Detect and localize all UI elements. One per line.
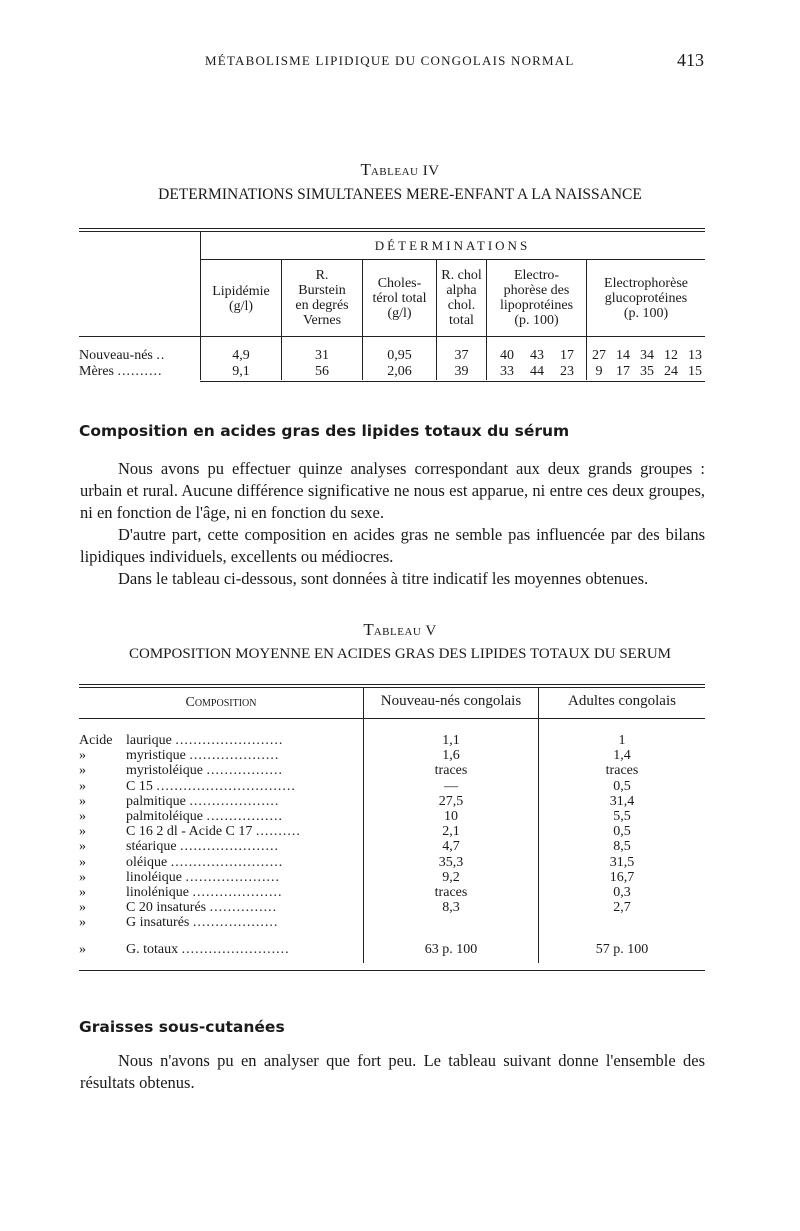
leader-dots: ............... <box>209 900 278 915</box>
cell-gluco: 15 <box>688 364 702 379</box>
table4-col-r-chol <box>437 268 486 328</box>
section-title: Composition en acides gras des lipides totaux du sérum <box>79 422 570 440</box>
cell-nouveau-nes: 63 p. 100 <box>424 942 478 957</box>
table4-group-header: DÉTERMINATIONS <box>374 238 531 253</box>
cell-nouveau-nes: 1,1 <box>442 733 460 748</box>
header-line: Choles- <box>377 276 422 291</box>
table4-top-rule-2 <box>79 231 705 232</box>
row-label <box>79 348 165 363</box>
running-title: MÉTABOLISME LIPIDIQUE DU CONGOLAIS NORMAL <box>205 53 575 68</box>
row-label <box>79 364 163 379</box>
cell-adultes: 0,5 <box>613 824 631 839</box>
header-line: glucoprotéines <box>604 291 688 306</box>
table5-label: Tableau V <box>363 620 437 639</box>
row-label <box>126 824 301 839</box>
header-line: Electrophorèse <box>604 276 688 291</box>
cell-gluco: 34 <box>640 348 654 363</box>
cell-adultes: 31,5 <box>609 855 635 870</box>
row-prefix: Acide <box>79 733 113 748</box>
cell-lipo: 33 <box>500 364 514 379</box>
row-prefix: » <box>79 870 86 885</box>
cell-nouveau-nes: 8,3 <box>442 900 460 915</box>
cell-nouveau-nes: 4,7 <box>442 839 460 854</box>
header-line: chol. <box>447 298 476 313</box>
leader-dots: .................... <box>189 794 280 809</box>
header-line: lipoprotéines <box>499 298 574 313</box>
cell-nouveau-nes: 10 <box>444 809 458 824</box>
row-label <box>126 733 283 748</box>
row-label-text: myristoléique <box>126 763 203 778</box>
row-label-text: G insaturés <box>126 915 190 930</box>
cell-adultes: 1 <box>618 733 626 748</box>
header-line: alpha <box>446 283 477 298</box>
header-line: total <box>449 313 474 328</box>
paragraph-text: D'autre part, cette composition en acides gras ne semble pas influencée par des bilans lipidiques individuels, excellents ou médiocres. <box>80 525 705 566</box>
table5-header-nouveau-nes: Nouveau-nés congolais <box>380 693 522 709</box>
row-label <box>126 809 283 824</box>
leader-dots: ......................... <box>170 855 284 870</box>
cell-nouveau-nes: — <box>444 779 458 794</box>
table5-header-adultes: Adultes congolais <box>568 693 676 709</box>
cell-lipidemie: 4,9 <box>232 348 250 363</box>
cell-adultes: 2,7 <box>613 900 631 915</box>
cell-lipo: 23 <box>560 364 574 379</box>
row-prefix: » <box>79 915 86 930</box>
cell-gluco: 9 <box>595 364 603 379</box>
header-line: (g/l) <box>228 299 254 314</box>
row-label-text: C 15 <box>126 779 153 794</box>
running-header <box>0 52 800 72</box>
table4-header-rule <box>79 336 705 337</box>
leader-dots: .......... <box>117 364 163 379</box>
row-prefix: » <box>79 885 86 900</box>
leader-dots: ................. <box>206 809 283 824</box>
row-label <box>126 748 279 763</box>
row-label <box>126 915 278 930</box>
cell-r-chol: 39 <box>454 364 469 379</box>
header-line: Electro- <box>513 268 560 283</box>
row-prefix: » <box>79 779 86 794</box>
cell-cholesterol: 2,06 <box>387 364 412 379</box>
row-label-text: G. totaux <box>126 942 179 957</box>
table4-group-rule <box>200 259 705 260</box>
leader-dots: .......... <box>255 824 301 839</box>
cell-adultes: 31,4 <box>609 794 635 809</box>
cell-lipo: 40 <box>500 348 514 363</box>
cell-nouveau-nes: 27,5 <box>438 794 464 809</box>
table5-header-composition: Composition <box>185 695 257 710</box>
row-prefix: » <box>79 855 86 870</box>
header-line: Burstein <box>298 283 346 298</box>
table4-col-glucoproteines <box>587 276 705 321</box>
row-label <box>126 763 283 778</box>
row-label <box>126 900 277 915</box>
paragraph-text: Nous avons pu effectuer quinze analyses correspondant aux deux grands groupes : urbain et rural. Aucune différence significative ne nous est apparue, ni entre ces deux groupes, ni en fonction de l'âge, ni en fonction du sexe. <box>80 459 705 522</box>
header-line: (p. 100) <box>514 313 559 328</box>
leader-dots: ................... <box>192 915 279 930</box>
row-label <box>126 870 280 885</box>
paragraph <box>80 1050 705 1094</box>
leader-dots: ................. <box>206 763 283 778</box>
table4-col-lipidemie <box>201 284 281 314</box>
paragraph <box>80 524 705 568</box>
row-prefix: » <box>79 809 86 824</box>
row-prefix: » <box>79 900 86 915</box>
cell-burstein: 31 <box>315 348 329 363</box>
row-label-text: palmitique <box>126 794 186 809</box>
header-line: en degrés <box>295 298 349 313</box>
row-label <box>126 794 279 809</box>
header-line: phorèse des <box>503 283 570 298</box>
cell-nouveau-nes: traces <box>434 763 468 778</box>
row-label-text: stéarique <box>126 839 177 854</box>
table4-col-lipoproteines <box>487 268 586 328</box>
table5-top-rule <box>79 684 705 685</box>
row-label <box>126 839 279 854</box>
leader-dots: ........................ <box>181 942 290 957</box>
cell-gluco: 24 <box>664 364 678 379</box>
leader-dots: ..................... <box>185 870 280 885</box>
header-line: R. <box>315 268 329 283</box>
row-label <box>126 942 290 957</box>
paragraph <box>80 458 705 524</box>
cell-lipo: 17 <box>560 348 574 363</box>
row-prefix: » <box>79 824 86 839</box>
cell-adultes: 57 p. 100 <box>595 942 649 957</box>
cell-burstein: 56 <box>315 364 329 379</box>
cell-cholesterol: 0,95 <box>387 348 412 363</box>
leader-dots: .................... <box>189 748 280 763</box>
row-label-text: Mères <box>79 364 114 379</box>
leader-dots: .. <box>156 348 166 363</box>
table5-header-rule <box>79 718 705 719</box>
table5-top-rule-2 <box>79 687 705 688</box>
header-line: Lipidémie <box>212 284 270 299</box>
cell-adultes: 0,5 <box>613 779 631 794</box>
cell-gluco: 13 <box>688 348 702 363</box>
cell-nouveau-nes: 1,6 <box>442 748 460 763</box>
table4-label: Tableau IV <box>360 160 440 179</box>
row-prefix: » <box>79 794 86 809</box>
cell-gluco: 14 <box>616 348 630 363</box>
row-label <box>126 779 296 794</box>
row-label-text: linoléique <box>126 870 182 885</box>
row-prefix: » <box>79 942 86 957</box>
cell-nouveau-nes: 9,2 <box>442 870 460 885</box>
cell-nouveau-nes: 2,1 <box>442 824 460 839</box>
leader-dots: ........................ <box>175 733 284 748</box>
row-label-text: linolénique <box>126 885 189 900</box>
table4-top-rule <box>79 228 705 229</box>
cell-adultes: 1,4 <box>613 748 631 763</box>
cell-lipo: 44 <box>530 364 544 379</box>
row-label-text: C 16 2 dl - Acide C 17 <box>126 824 253 839</box>
row-label-text: palmitoléique <box>126 809 203 824</box>
cell-nouveau-nes: 35,3 <box>438 855 464 870</box>
cell-adultes: traces <box>605 763 639 778</box>
header-line: (p. 100) <box>623 306 669 321</box>
cell-adultes: 8,5 <box>613 839 631 854</box>
row-label <box>126 855 283 870</box>
cell-adultes: 0,3 <box>613 885 631 900</box>
cell-adultes: 5,5 <box>613 809 631 824</box>
table5-bottom-rule <box>79 970 705 971</box>
row-prefix: » <box>79 839 86 854</box>
header-line: térol total <box>372 291 427 306</box>
page-number: 413 <box>677 50 704 70</box>
row-prefix: » <box>79 763 86 778</box>
table4-col-cholesterol <box>363 276 436 321</box>
section-title: Graisses sous-cutanées <box>79 1018 285 1036</box>
cell-r-chol: 37 <box>454 348 469 363</box>
row-label-text: myristique <box>126 748 186 763</box>
row-label-text: oléique <box>126 855 168 870</box>
leader-dots: .................... <box>192 885 283 900</box>
row-prefix: » <box>79 748 86 763</box>
cell-lipo: 43 <box>530 348 544 363</box>
table4-col-burstein <box>282 268 362 328</box>
paragraph <box>80 568 705 590</box>
leader-dots: ............................... <box>156 779 296 794</box>
table4-caption: DETERMINATIONS SIMULTANEES MERE-ENFANT A LA NAISSANCE <box>158 186 642 203</box>
row-label <box>126 885 283 900</box>
table4-bottom-rule <box>200 381 705 382</box>
row-label-text: laurique <box>126 733 172 748</box>
paragraph-text: Nous n'avons pu en analyser que fort peu. Le tableau suivant donne l'ensemble des résultats obtenus. <box>80 1051 705 1092</box>
cell-nouveau-nes: traces <box>434 885 468 900</box>
header-line: Vernes <box>302 313 342 328</box>
header-line: R. chol <box>441 268 482 283</box>
cell-gluco: 17 <box>616 364 630 379</box>
cell-gluco: 27 <box>592 348 606 363</box>
header-line: (g/l) <box>387 306 412 321</box>
leader-dots: ...................... <box>180 839 280 854</box>
cell-gluco: 12 <box>664 348 678 363</box>
table5-caption: COMPOSITION MOYENNE EN ACIDES GRAS DES LIPIDES TOTAUX DU SERUM <box>128 646 672 662</box>
cell-adultes: 16,7 <box>609 870 635 885</box>
cell-lipidemie: 9,1 <box>232 364 250 379</box>
row-label-text: Nouveau-nés <box>79 348 153 363</box>
cell-gluco: 35 <box>640 364 654 379</box>
paragraph-text: Dans le tableau ci-dessous, sont données à titre indicatif les moyennes obtenues. <box>118 569 649 588</box>
row-label-text: C 20 insaturés <box>126 900 207 915</box>
